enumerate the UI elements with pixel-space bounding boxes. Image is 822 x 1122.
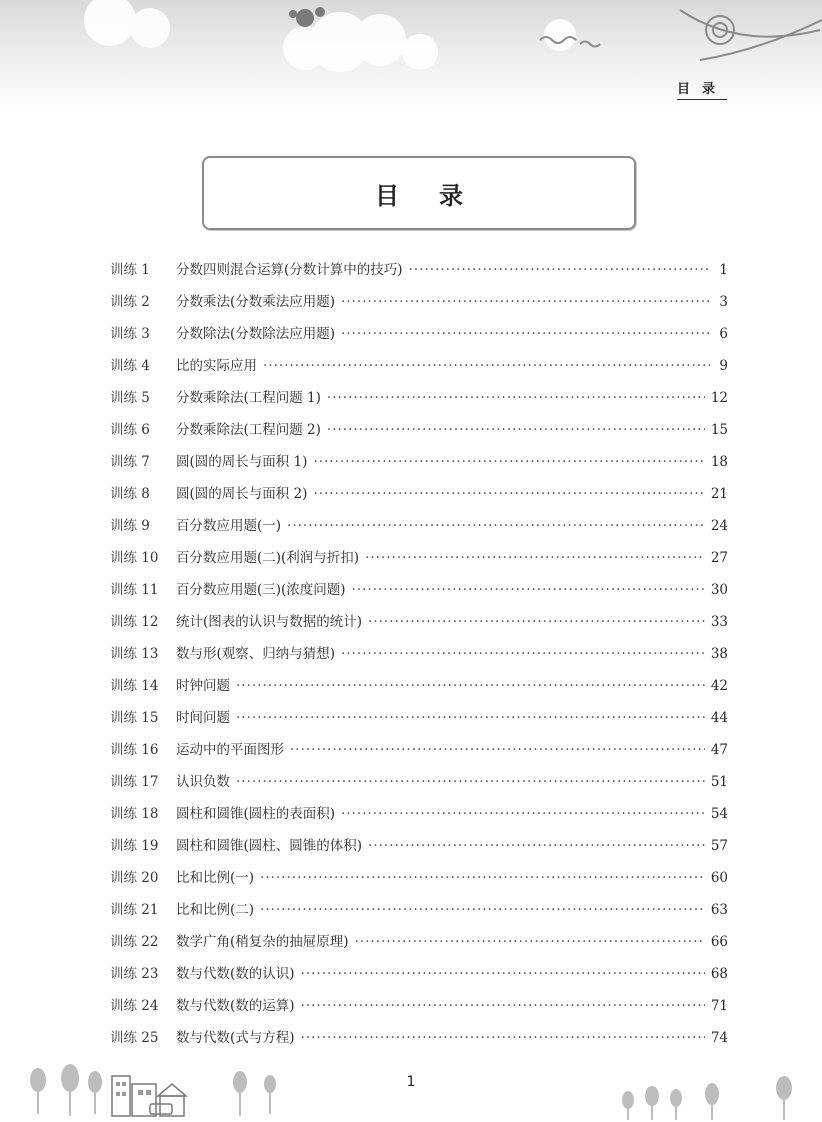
toc-entry-title: 圆柱和圆锥(圆柱的表面积) bbox=[176, 806, 336, 822]
toc-leader-dots bbox=[236, 678, 705, 694]
toc-leader-dots bbox=[301, 966, 705, 982]
toc-entry-title: 圆(圆的周长与面积 2) bbox=[176, 486, 308, 502]
toc-leader-dots bbox=[341, 326, 710, 342]
toc-entry-title: 圆柱和圆锥(圆柱、圆锥的体积) bbox=[176, 838, 363, 854]
toc-leader-dots bbox=[355, 934, 705, 950]
toc-entry-title: 数与形(观察、归纳与猜想) bbox=[176, 646, 336, 662]
toc-leader-dots bbox=[260, 870, 705, 886]
toc-entry-page: 57 bbox=[710, 838, 728, 854]
toc-entry-page: 27 bbox=[710, 550, 728, 566]
toc-entry bbox=[110, 706, 728, 738]
toc-entry-number: 训练 17 bbox=[110, 774, 159, 790]
toc-entry-title: 数与代数(数的运算) bbox=[176, 998, 295, 1014]
toc-leader-dots bbox=[313, 486, 704, 502]
toc-entry-page: 42 bbox=[710, 678, 728, 694]
toc-entry bbox=[110, 962, 728, 994]
toc-entry-number: 训练 20 bbox=[110, 870, 159, 886]
toc-leader-dots bbox=[313, 454, 704, 470]
toc-entry-number: 训练 2 bbox=[110, 294, 150, 310]
toc-entry bbox=[110, 418, 728, 450]
toc-entry bbox=[110, 1026, 728, 1058]
toc-leader-dots bbox=[236, 774, 705, 790]
toc-entry bbox=[110, 834, 728, 866]
title-box bbox=[202, 156, 636, 230]
toc-entry-page: 21 bbox=[710, 486, 728, 502]
toc-entry-number: 训练 10 bbox=[110, 550, 159, 566]
toc-entry-title: 百分数应用题(二)(利润与折扣) bbox=[176, 550, 360, 566]
toc-entry-number: 训练 1 bbox=[110, 262, 150, 278]
toc-leader-dots bbox=[341, 806, 705, 822]
toc-entry-number: 训练 23 bbox=[110, 966, 159, 982]
toc-entry-title: 分数除法(分数除法应用题) bbox=[176, 326, 336, 342]
toc-entry-page: 3 bbox=[719, 294, 728, 310]
toc-entry-page: 54 bbox=[710, 806, 728, 822]
toc-entry bbox=[110, 450, 728, 482]
toc-leader-dots bbox=[236, 710, 705, 726]
toc-leader-dots bbox=[287, 518, 705, 534]
toc-entry-page: 12 bbox=[710, 390, 728, 406]
toc-entry-title: 数与代数(数的认识) bbox=[176, 966, 295, 982]
toc-entry bbox=[110, 610, 728, 642]
toc-entry-title: 运动中的平面图形 bbox=[176, 742, 284, 758]
toc-entry-page: 9 bbox=[719, 358, 728, 374]
toc-entry bbox=[110, 354, 728, 386]
toc-entry-number: 训练 7 bbox=[110, 454, 150, 470]
toc-entry-number: 训练 4 bbox=[110, 358, 150, 374]
toc-entry bbox=[110, 802, 728, 834]
toc-entry-title: 圆(圆的周长与面积 1) bbox=[176, 454, 308, 470]
toc-entry bbox=[110, 930, 728, 962]
toc-entry-title: 百分数应用题(三)(浓度问题) bbox=[176, 582, 346, 598]
toc-entry bbox=[110, 578, 728, 610]
toc-entry-title: 数学广角(稍复杂的抽屉原理) bbox=[176, 934, 349, 950]
toc-entry-number: 训练 24 bbox=[110, 998, 159, 1014]
toc-entry bbox=[110, 514, 728, 546]
toc-entry-title: 统计(图表的认识与数据的统计) bbox=[176, 614, 363, 630]
toc-entry-page: 66 bbox=[710, 934, 728, 950]
toc-leader-dots bbox=[368, 614, 705, 630]
toc-entry-number: 训练 5 bbox=[110, 390, 150, 406]
tree-house-decoration-icon bbox=[0, 1060, 822, 1122]
toc-entry bbox=[110, 258, 728, 290]
running-header: 目录 bbox=[677, 78, 727, 100]
toc-entry bbox=[110, 674, 728, 706]
toc-entry bbox=[110, 290, 728, 322]
toc-entry-page: 68 bbox=[710, 966, 728, 982]
toc-entry-page: 60 bbox=[710, 870, 728, 886]
toc-entry-title: 认识负数 bbox=[176, 774, 230, 790]
toc-entry-page: 33 bbox=[710, 614, 728, 630]
toc-entry-title: 分数四则混合运算(分数计算中的技巧) bbox=[176, 262, 403, 278]
toc-entry-number: 训练 15 bbox=[110, 710, 159, 726]
toc-entry bbox=[110, 866, 728, 898]
toc-entry-page: 24 bbox=[710, 518, 728, 534]
toc-entry bbox=[110, 482, 728, 514]
table-of-contents bbox=[110, 258, 728, 1058]
toc-entry bbox=[110, 642, 728, 674]
toc-entry-title: 分数乘除法(工程问题 2) bbox=[176, 422, 321, 438]
toc-entry-title: 比和比例(二) bbox=[176, 902, 255, 918]
toc-leader-dots bbox=[341, 294, 710, 310]
toc-entry-page: 1 bbox=[719, 262, 728, 278]
toc-entry-title: 时间问题 bbox=[176, 710, 230, 726]
toc-leader-dots bbox=[260, 902, 705, 918]
toc-leader-dots bbox=[341, 646, 705, 662]
toc-entry-page: 63 bbox=[710, 902, 728, 918]
toc-entry bbox=[110, 994, 728, 1026]
toc-leader-dots bbox=[365, 550, 705, 566]
toc-entry-number: 训练 25 bbox=[110, 1030, 159, 1046]
toc-entry-number: 训练 19 bbox=[110, 838, 159, 854]
toc-entry-page: 47 bbox=[710, 742, 728, 758]
toc-entry-title: 比的实际应用 bbox=[176, 358, 257, 374]
toc-entry-title: 分数乘除法(工程问题 1) bbox=[176, 390, 321, 406]
toc-entry-number: 训练 13 bbox=[110, 646, 159, 662]
toc-entry-number: 训练 6 bbox=[110, 422, 150, 438]
toc-entry bbox=[110, 546, 728, 578]
toc-leader-dots bbox=[263, 358, 710, 374]
toc-entry-page: 74 bbox=[710, 1030, 728, 1046]
toc-entry-number: 训练 22 bbox=[110, 934, 159, 950]
toc-entry-title: 时钟问题 bbox=[176, 678, 230, 694]
toc-entry-page: 38 bbox=[710, 646, 728, 662]
toc-entry-page: 15 bbox=[710, 422, 728, 438]
toc-entry bbox=[110, 386, 728, 418]
toc-leader-dots bbox=[352, 582, 705, 598]
toc-leader-dots bbox=[327, 422, 705, 438]
toc-leader-dots bbox=[409, 262, 710, 278]
toc-entry-number: 训练 3 bbox=[110, 326, 150, 342]
toc-entry-number: 训练 16 bbox=[110, 742, 159, 758]
toc-leader-dots bbox=[368, 838, 705, 854]
toc-entry-page: 51 bbox=[710, 774, 728, 790]
toc-entry-page: 18 bbox=[710, 454, 728, 470]
toc-entry bbox=[110, 738, 728, 770]
toc-entry-title: 比和比例(一) bbox=[176, 870, 255, 886]
toc-leader-dots bbox=[327, 390, 705, 406]
page-title: 目录 bbox=[375, 180, 503, 210]
toc-entry-number: 训练 8 bbox=[110, 486, 150, 502]
toc-entry-page: 71 bbox=[710, 998, 728, 1014]
toc-entry-page: 44 bbox=[710, 710, 728, 726]
toc-entry bbox=[110, 322, 728, 354]
toc-leader-dots bbox=[301, 1030, 705, 1046]
toc-entry bbox=[110, 898, 728, 930]
toc-entry-title: 百分数应用题(一) bbox=[176, 518, 282, 534]
toc-entry-number: 训练 18 bbox=[110, 806, 159, 822]
toc-entry-number: 训练 12 bbox=[110, 614, 159, 630]
toc-leader-dots bbox=[301, 998, 705, 1014]
toc-entry-number: 训练 21 bbox=[110, 902, 159, 918]
page-number: 1 bbox=[406, 1074, 416, 1090]
toc-entry-number: 训练 14 bbox=[110, 678, 159, 694]
toc-entry-page: 6 bbox=[719, 326, 728, 342]
toc-entry-number: 训练 9 bbox=[110, 518, 150, 534]
toc-entry-title: 分数乘法(分数乘法应用题) bbox=[176, 294, 336, 310]
toc-entry bbox=[110, 770, 728, 802]
toc-entry-page: 30 bbox=[710, 582, 728, 598]
toc-entry-number: 训练 11 bbox=[110, 582, 159, 598]
toc-entry-title: 数与代数(式与方程) bbox=[176, 1030, 295, 1046]
toc-leader-dots bbox=[290, 742, 705, 758]
